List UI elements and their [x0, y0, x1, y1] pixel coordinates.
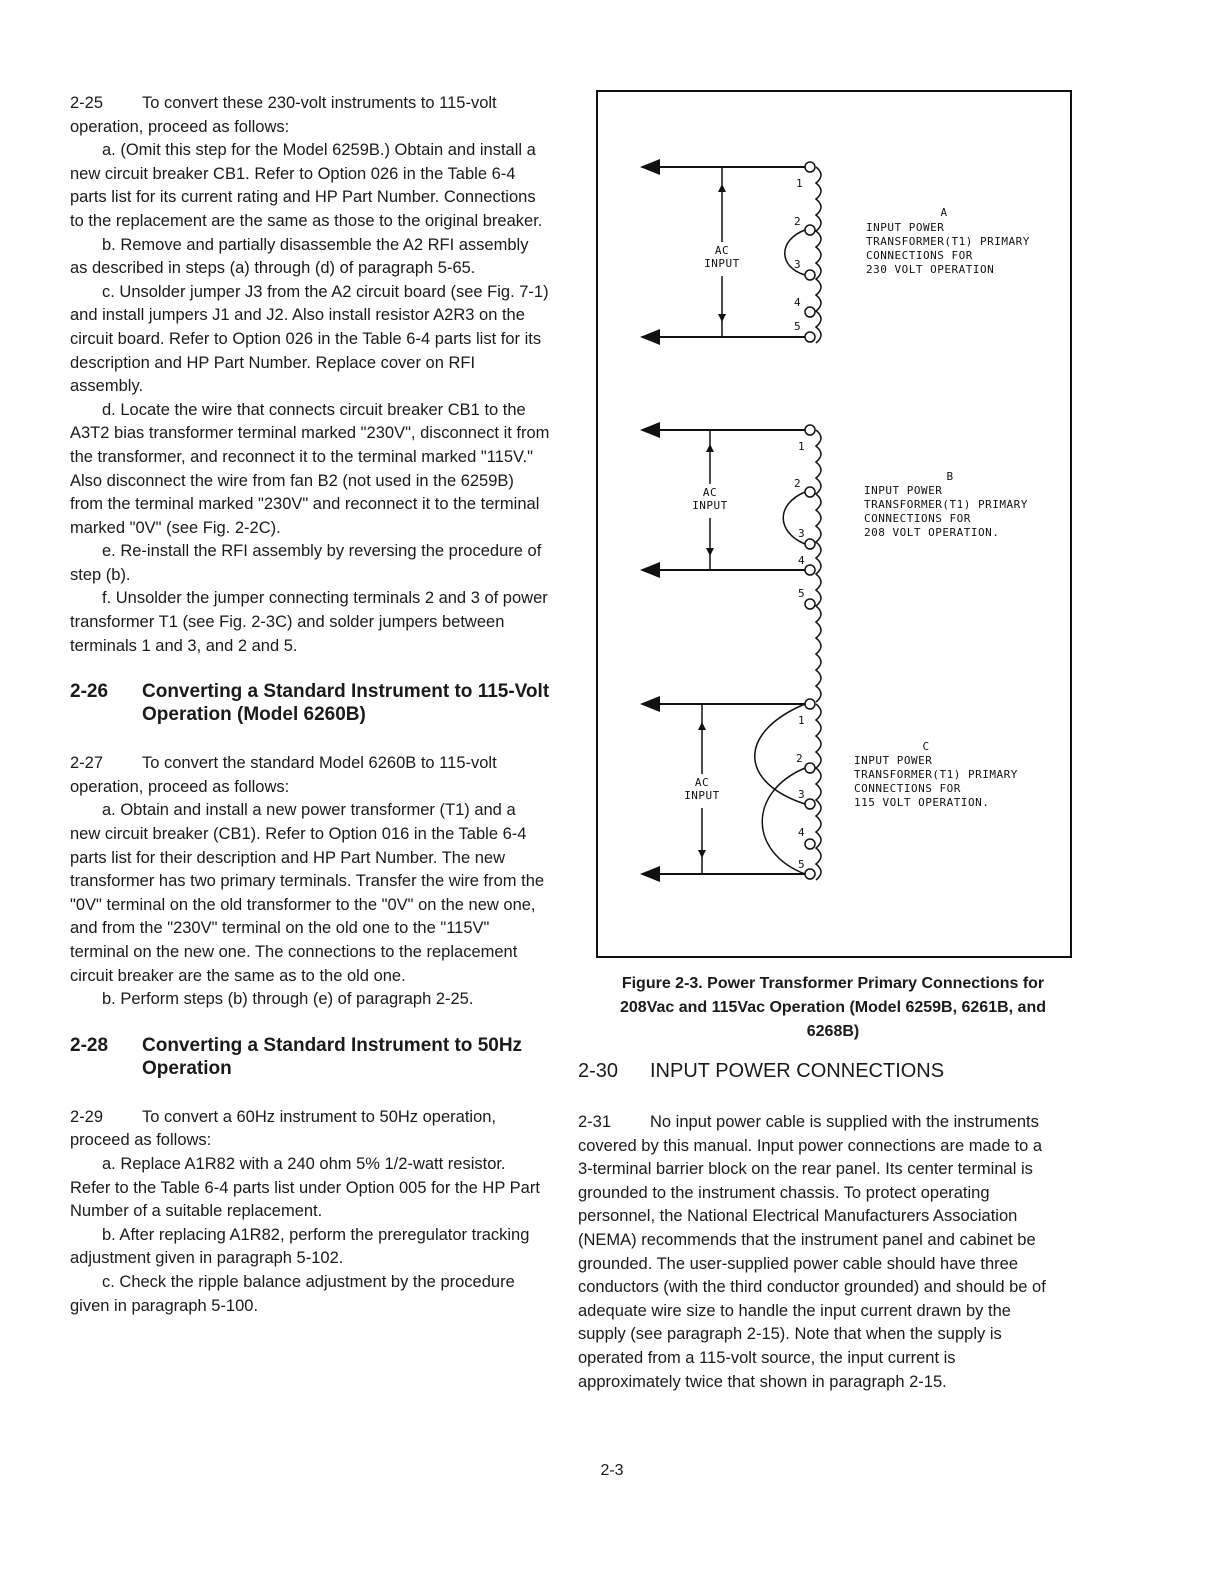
terminal-2 [805, 225, 815, 235]
arrow-down-icon [706, 548, 714, 556]
step-a: a. (Omit this step for the Model 6259B.) Obtain and install a new circuit breaker CB1. Refer to Option 026 in the Table 6-4 parts list for its current rating and HP Part Number. Connections to the replacement are the same as those to the original breaker. [70, 141, 543, 230]
input-label: INPUT [704, 257, 740, 270]
left-column [70, 92, 550, 1318]
terminal-1 [805, 699, 815, 709]
arrow-down-icon [718, 314, 726, 322]
diagram-caption-line: INPUT POWER [854, 754, 933, 767]
step-a: a. Obtain and install a new power transformer (T1) and a new circuit breaker (CB1). Refer to Option 016 in the Table 6-4 parts list for their description and HP Part Number. The new transformer has two primary terminals. Transfer the wire from the "0V" terminal on the old transformer to the "0V" on the new one, and from the "230V" terminal on the old one to the "115V" terminal on the new one. The connections to the replacement circuit breaker are the same as to the old one. [70, 801, 545, 985]
ac-label: AC [702, 486, 718, 499]
terminal-1 [805, 162, 815, 172]
paragraph-text: No input power cable is supplied with the instruments covered by this manual. Input power connections are made to a 3-terminal barrier block on the rear panel. Its center terminal is grounded to the instrument chassis. To protect operating personnel, the National Electrical Manufacturers Association (NEMA) recommends that the instrument panel and cabinet be grounded. The user-supplied power cable should have three conductors (with the third conductor grounded) and should be of adequate wire size to handle the input current drawn by the supply (see paragraph 2-15). Note that when the supply is operated from a 115-volt source, the input current is approximately twice that shown in paragraph 2-15. [578, 1113, 1046, 1391]
right-column [578, 90, 1048, 1394]
arrow-up-icon [718, 184, 726, 192]
step-b: b. After replacing A1R82, perform the preregulator tracking adjustment given in paragraph 5-102. [70, 1225, 530, 1268]
diagram-caption-line: 115 VOLT OPERATION. [854, 796, 990, 809]
heading-number: 2-26 [70, 681, 109, 703]
step-e: e. Re-install the RFI assembly by reversing the procedure of step (b). [70, 542, 542, 584]
terminal-number: 1 [796, 177, 804, 190]
diagram-caption-line: 208 VOLT OPERATION. [864, 526, 1000, 539]
terminal-4 [805, 839, 815, 849]
heading-title: Converting a Standard Instrument to 115-Volt Operation (Model 6260B) [142, 681, 550, 726]
figure-caption: Figure 2-3. Power Transformer Primary Connections for 208Vac and 115Vac Operation (Model 6259B, 6261B, and 6268B) [620, 975, 1046, 1040]
heading-number: 2-28 [70, 1034, 109, 1056]
terminal-number: 2 [796, 752, 804, 765]
input-label: INPUT [684, 789, 720, 802]
arrow-down-icon [698, 850, 706, 858]
terminal-number: 5 [794, 320, 802, 333]
diagram-caption-line: TRANSFORMER(T1) PRIMARY [854, 768, 1018, 781]
diagram-caption-line: TRANSFORMER(T1) PRIMARY [864, 498, 1028, 511]
terminal-number: 4 [794, 296, 802, 309]
terminal-number: 4 [798, 826, 806, 839]
diagram-b [642, 425, 1028, 702]
terminal-number: 3 [798, 788, 806, 801]
terminal-4 [805, 307, 815, 317]
transformer-diagram [598, 92, 1070, 956]
paragraph-2-31 [578, 1111, 1048, 1394]
page-number: 2-3 [600, 1462, 624, 1479]
paragraph-number: 2-27 [70, 754, 104, 773]
diagram-caption-line: INPUT POWER [864, 484, 943, 497]
terminal-number: 4 [798, 554, 806, 567]
diagram-caption-line: CONNECTIONS FOR [866, 249, 973, 262]
terminal-number: 3 [798, 527, 806, 540]
primary-winding [816, 704, 821, 880]
terminal-number: 3 [794, 258, 802, 271]
diagram-letter: B [946, 470, 954, 483]
step-b: b. Remove and partially disassemble the A2 RFI assembly as described in steps (a) through (d) of paragraph 5-65. [70, 235, 529, 278]
diagram-letter: A [940, 206, 948, 219]
ac-label: AC [694, 776, 710, 789]
paragraph-text: To convert the standard Model 6260B to 115-volt operation, proceed as follows: [70, 754, 497, 796]
terminal-number: 5 [798, 858, 806, 871]
arrow-up-icon [698, 722, 706, 730]
terminal-2 [805, 763, 815, 773]
ac-label: AC [714, 244, 730, 257]
step-c: c. Check the ripple balance adjustment by the procedure given in paragraph 5-100. [70, 1272, 515, 1315]
terminal-number: 1 [798, 440, 806, 453]
step-f: f. Unsolder the jumper connecting terminals 2 and 3 of power transformer T1 (see Fig. 2-3C) and solder jumpers between terminals 1 and 3, and 2 and 5. [70, 589, 548, 655]
step-a: a. Replace A1R82 with a 240 ohm 5% 1/2-watt resistor. Refer to the Table 6-4 parts list under Option 005 for the HP Part Number of a suitable replacement. [70, 1154, 540, 1221]
paragraph-2-29 [70, 1106, 550, 1153]
terminal-number: 2 [794, 215, 802, 228]
diagram-c [642, 699, 1018, 880]
step-b: b. Perform steps (b) through (e) of paragraph 2-25. [102, 990, 474, 1009]
diagram-caption-line: 230 VOLT OPERATION [866, 263, 995, 276]
step-c: c. Unsolder jumper J3 from the A2 circuit board (see Fig. 7-1) and install jumpers J1 and J2. Also install resistor A2R3 on the circuit board. Refer to Option 026 in the Table 6-4 parts list for its description and HP Part Number. Replace cover on RFI assembly. [70, 282, 549, 396]
paragraph-text: To convert these 230-volt instruments to 115-volt operation, proceed as follows: [70, 94, 497, 136]
paragraph-number: 2-29 [70, 1107, 104, 1126]
diagram-caption-line: INPUT POWER [866, 221, 945, 234]
diagram-letter: C [922, 740, 930, 753]
paragraph-number: 2-31 [578, 1113, 612, 1131]
diagram-caption-line: CONNECTIONS FOR [864, 512, 971, 525]
terminal-5 [805, 599, 815, 609]
diagram-a [642, 162, 1030, 343]
terminal-1 [805, 425, 815, 435]
section-heading-2-30 [578, 1060, 1048, 1083]
section-heading-2-26 [70, 680, 550, 726]
terminal-number: 5 [798, 587, 806, 600]
terminal-3 [805, 799, 815, 809]
arrow-up-icon [706, 444, 714, 452]
heading-title: Converting a Standard Instrument to 50Hz Operation [142, 1034, 523, 1079]
paragraph-text: To convert a 60Hz instrument to 50Hz operation, proceed as follows: [70, 1107, 497, 1150]
figure-2-3 [596, 90, 1072, 958]
paragraph-number: 2-25 [70, 94, 104, 112]
terminal-number: 2 [794, 477, 802, 490]
terminal-number: 1 [798, 714, 806, 727]
terminal-2 [805, 487, 815, 497]
paragraph-2-25 [70, 92, 550, 139]
section-heading-2-28 [70, 1034, 550, 1080]
paragraph-2-27 [70, 752, 550, 799]
terminal-3 [805, 539, 815, 549]
terminal-4 [805, 565, 815, 575]
primary-winding [816, 430, 821, 702]
diagram-caption-line: TRANSFORMER(T1) PRIMARY [866, 235, 1030, 248]
input-label: INPUT [692, 499, 728, 512]
terminal-3 [805, 270, 815, 280]
heading-title: INPUT POWER CONNECTIONS [650, 1060, 945, 1082]
terminal-5 [805, 869, 815, 879]
step-d: d. Locate the wire that connects circuit breaker CB1 to the A3T2 bias transformer terminal marked "230V", disconnect it from the transformer, and reconnect it to the terminal marked "115V." Also disconnect the wire from fan B2 (not used in the 6259B) from the terminal marked "230V" and reconnect it to the terminal marked "0V" (see Fig. 2-2C). [70, 400, 550, 537]
heading-number: 2-30 [578, 1060, 619, 1082]
terminal-5 [805, 332, 815, 342]
diagram-caption-line: CONNECTIONS FOR [854, 782, 961, 795]
primary-winding [816, 167, 821, 343]
